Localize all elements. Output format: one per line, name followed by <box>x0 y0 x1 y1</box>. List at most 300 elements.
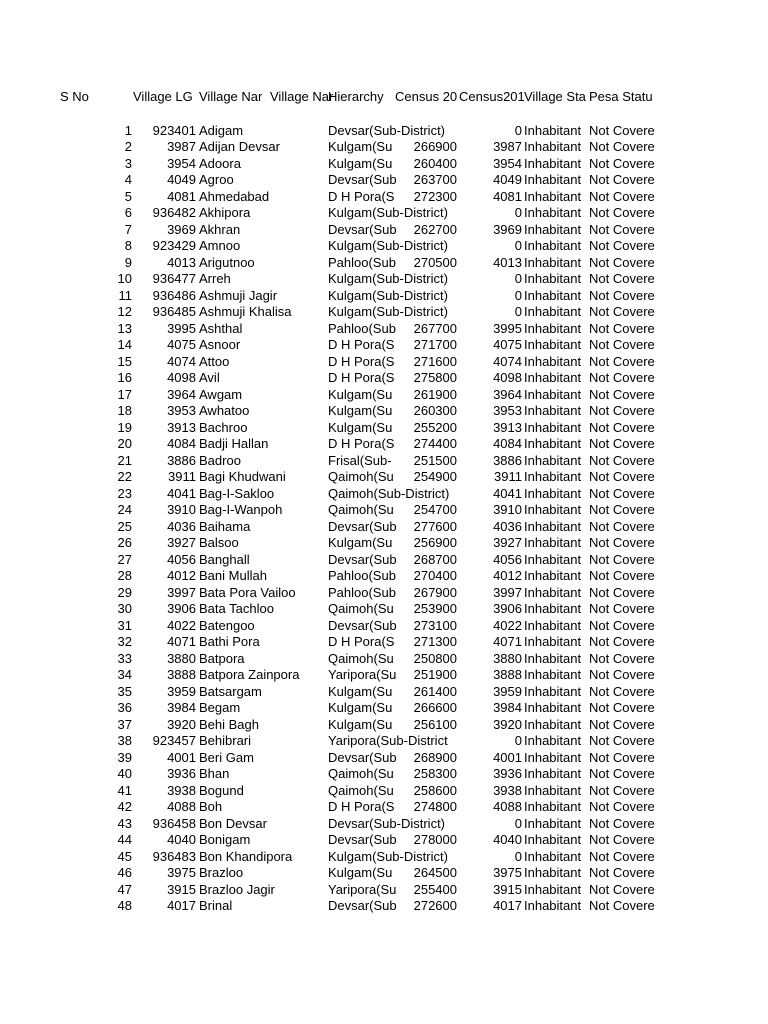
cell-pesa-status: Not Covere <box>589 782 655 798</box>
cell-sno: 46 <box>117 865 132 880</box>
cell-census-2: 0 <box>514 287 522 303</box>
table-row <box>0 618 768 635</box>
cell-pesa-status: Not Covere <box>589 320 655 336</box>
table-row <box>0 189 768 206</box>
cell-sno: 25 <box>117 518 132 534</box>
cell-village-status: Inhabitant <box>524 782 582 798</box>
cell-village-lg: 936477 <box>152 271 196 286</box>
table-row <box>0 766 768 783</box>
cell-sno: 38 <box>117 733 132 748</box>
table-row <box>0 222 768 239</box>
cell-pesa-status: Not Covere <box>589 205 655 220</box>
table-row <box>0 370 768 387</box>
cell-village-lg: 3969 <box>167 221 196 237</box>
cell-pesa-status: Not Covere <box>589 848 655 864</box>
cell-hierarchy: Kulgam(Su <box>328 139 393 154</box>
cell-village-name: Bani Mullah <box>199 568 267 583</box>
cell-sno: 3 <box>124 155 132 171</box>
cell-sno: 42 <box>117 799 132 814</box>
cell-census-2: 4041 <box>493 485 522 501</box>
cell-sno: 28 <box>117 568 132 583</box>
cell-hierarchy: Kulgam(Sub-District) <box>328 271 448 286</box>
table-row <box>0 288 768 305</box>
cell-hierarchy: Qaimoh(Su <box>328 782 394 798</box>
cell-census-1: 271300 <box>413 634 457 649</box>
cell-village-status: Inhabitant <box>524 271 582 286</box>
cell-village-status: Inhabitant <box>524 518 582 534</box>
cell-village-lg: 4074 <box>167 353 196 369</box>
cell-sno: 12 <box>117 304 132 319</box>
cell-hierarchy: D H Pora(S <box>328 337 395 352</box>
cell-pesa-status: Not Covere <box>589 188 655 204</box>
cell-village-status: Inhabitant <box>524 650 582 666</box>
cell-village-lg: 3954 <box>167 155 196 171</box>
cell-pesa-status: Not Covere <box>589 518 655 534</box>
cell-pesa-status: Not Covere <box>589 155 655 171</box>
cell-village-name: Boh <box>199 799 223 814</box>
cell-village-name: Batengoo <box>199 617 255 633</box>
cell-census-1: 251900 <box>413 667 457 682</box>
cell-village-status: Inhabitant <box>524 188 582 204</box>
cell-village-lg: 4084 <box>167 436 196 451</box>
cell-census-2: 0 <box>514 205 522 220</box>
cell-village-name: Awhatoo <box>199 403 250 418</box>
cell-sno: 14 <box>117 337 132 352</box>
table-row <box>0 139 768 156</box>
table-row <box>0 172 768 189</box>
cell-census-2: 4017 <box>493 898 522 913</box>
cell-village-lg: 3995 <box>167 320 196 336</box>
cell-sno: 2 <box>124 139 132 154</box>
table-row <box>0 568 768 585</box>
table-row <box>0 799 768 816</box>
cell-census-1: 256100 <box>413 716 457 732</box>
cell-pesa-status: Not Covere <box>589 304 655 319</box>
cell-sno: 13 <box>117 320 132 336</box>
cell-village-name: Bogund <box>199 782 244 798</box>
cell-village-lg: 936486 <box>152 287 196 303</box>
cell-hierarchy: Pahloo(Sub <box>328 584 396 600</box>
cell-pesa-status: Not Covere <box>589 733 655 748</box>
cell-village-status: Inhabitant <box>524 584 582 600</box>
cell-census-2: 0 <box>514 122 522 138</box>
cell-census-2: 4074 <box>493 353 522 369</box>
header-village-name-2: Village Nar <box>270 89 334 104</box>
cell-village-name: Bata Pora Vailoo <box>199 584 296 600</box>
cell-pesa-status: Not Covere <box>589 584 655 600</box>
cell-village-name: Bag-I-Sakloo <box>199 485 275 501</box>
cell-hierarchy: Kulgam(Su <box>328 155 393 171</box>
table-row <box>0 238 768 255</box>
cell-village-lg: 923401 <box>152 122 196 138</box>
cell-census-2: 3911 <box>494 469 522 484</box>
cell-census-2: 3936 <box>493 766 522 781</box>
cell-village-lg: 3906 <box>167 601 196 616</box>
cell-census-2: 3886 <box>493 452 522 468</box>
table-row <box>0 601 768 618</box>
table-row <box>0 519 768 536</box>
table-row <box>0 469 768 486</box>
cell-census-2: 0 <box>514 304 522 319</box>
cell-village-name: Batpora <box>199 650 245 666</box>
cell-census-2: 0 <box>514 848 522 864</box>
cell-sno: 36 <box>117 700 132 715</box>
cell-pesa-status: Not Covere <box>589 502 655 517</box>
cell-hierarchy: Devsar(Sub <box>328 172 397 187</box>
cell-pesa-status: Not Covere <box>589 172 655 187</box>
cell-village-lg: 3927 <box>167 535 196 550</box>
cell-village-lg: 4013 <box>167 254 196 270</box>
header-hierarchy: Hierarchy <box>328 89 384 104</box>
cell-hierarchy: Qaimoh(Sub-District) <box>328 485 450 501</box>
cell-hierarchy: D H Pora(S <box>328 799 395 814</box>
cell-village-status: Inhabitant <box>524 122 582 138</box>
cell-hierarchy: Devsar(Sub <box>328 551 397 567</box>
cell-sno: 39 <box>117 749 132 765</box>
cell-pesa-status: Not Covere <box>589 337 655 352</box>
cell-census-1: 272600 <box>413 898 457 913</box>
cell-sno: 4 <box>124 172 132 187</box>
cell-census-1: 267700 <box>413 320 457 336</box>
cell-village-lg: 4001 <box>167 749 196 765</box>
cell-sno: 7 <box>124 221 132 237</box>
cell-village-status: Inhabitant <box>524 617 582 633</box>
cell-census-1: 255400 <box>413 881 457 897</box>
cell-census-2: 3995 <box>493 320 522 336</box>
cell-census-2: 3969 <box>493 221 522 237</box>
cell-pesa-status: Not Covere <box>589 832 655 847</box>
cell-census-2: 3913 <box>493 419 522 435</box>
cell-sno: 35 <box>117 683 132 699</box>
cell-village-lg: 3913 <box>167 419 196 435</box>
cell-village-status: Inhabitant <box>524 419 582 435</box>
header-census-2: Census201 <box>459 89 525 104</box>
table-row <box>0 684 768 701</box>
cell-census-2: 3915 <box>493 881 522 897</box>
cell-sno: 19 <box>117 419 132 435</box>
cell-census-1: 268900 <box>413 749 457 765</box>
cell-village-status: Inhabitant <box>524 832 582 847</box>
cell-hierarchy: Kulgam(Su <box>328 419 393 435</box>
cell-sno: 30 <box>117 601 132 616</box>
table-row <box>0 783 768 800</box>
cell-village-status: Inhabitant <box>524 815 582 831</box>
table-row <box>0 123 768 140</box>
cell-village-name: Beri Gam <box>199 749 254 765</box>
cell-pesa-status: Not Covere <box>589 139 655 154</box>
cell-sno: 45 <box>117 848 132 864</box>
cell-village-status: Inhabitant <box>524 667 582 682</box>
cell-hierarchy: Qaimoh(Su <box>328 650 394 666</box>
cell-sno: 47 <box>117 881 132 897</box>
cell-village-status: Inhabitant <box>524 337 582 352</box>
cell-village-lg: 923457 <box>152 733 196 748</box>
cell-census-1: 274800 <box>413 799 457 814</box>
cell-village-name: Ashthal <box>199 320 243 336</box>
cell-pesa-status: Not Covere <box>589 287 655 303</box>
cell-village-status: Inhabitant <box>524 683 582 699</box>
cell-census-2: 3975 <box>493 865 522 880</box>
cell-census-1: 258600 <box>413 782 457 798</box>
cell-census-1: 260400 <box>413 155 457 171</box>
cell-village-lg: 4049 <box>167 172 196 187</box>
cell-census-2: 4056 <box>493 551 522 567</box>
cell-village-name: Ahmedabad <box>199 188 270 204</box>
table-row <box>0 255 768 272</box>
cell-sno: 48 <box>117 898 132 913</box>
cell-village-status: Inhabitant <box>524 205 582 220</box>
cell-pesa-status: Not Covere <box>589 535 655 550</box>
cell-census-1: 270500 <box>413 254 457 270</box>
cell-village-lg: 4022 <box>167 617 196 633</box>
cell-census-2: 3984 <box>493 700 522 715</box>
cell-village-name: Banghall <box>199 551 250 567</box>
cell-village-name: Bag-I-Wanpoh <box>199 502 283 517</box>
cell-pesa-status: Not Covere <box>589 700 655 715</box>
cell-pesa-status: Not Covere <box>589 271 655 286</box>
header-row <box>0 89 768 106</box>
cell-village-lg: 3886 <box>167 452 196 468</box>
cell-census-2: 0 <box>514 271 522 286</box>
cell-census-2: 3987 <box>493 139 522 154</box>
cell-village-status: Inhabitant <box>524 733 582 748</box>
cell-hierarchy: Kulgam(Su <box>328 716 393 732</box>
cell-census-1: 254900 <box>413 469 457 484</box>
cell-hierarchy: Devsar(Sub <box>328 221 397 237</box>
cell-village-name: Brinal <box>199 898 233 913</box>
cell-sno: 44 <box>117 832 132 847</box>
cell-village-name: Bonigam <box>199 832 251 847</box>
cell-village-lg: 4041 <box>167 485 196 501</box>
cell-census-2: 4075 <box>493 337 522 352</box>
cell-census-1: 255200 <box>413 419 457 435</box>
cell-village-status: Inhabitant <box>524 452 582 468</box>
cell-pesa-status: Not Covere <box>589 898 655 913</box>
cell-sno: 6 <box>124 205 132 220</box>
cell-village-lg: 3880 <box>167 650 196 666</box>
cell-village-status: Inhabitant <box>524 238 582 253</box>
cell-hierarchy: D H Pora(S <box>328 188 395 204</box>
cell-sno: 22 <box>117 469 132 484</box>
cell-census-2: 4098 <box>493 370 522 385</box>
cell-census-2: 3920 <box>493 716 522 732</box>
cell-village-lg: 3984 <box>167 700 196 715</box>
cell-village-status: Inhabitant <box>524 535 582 550</box>
header-village-name-1: Village Nar <box>199 89 263 104</box>
cell-census-1: 261900 <box>413 386 457 402</box>
cell-census-2: 0 <box>514 238 522 253</box>
cell-village-status: Inhabitant <box>524 799 582 814</box>
cell-hierarchy: Devsar(Sub <box>328 832 397 847</box>
table-row <box>0 420 768 437</box>
cell-village-lg: 4081 <box>167 188 196 204</box>
cell-village-lg: 923429 <box>152 238 196 253</box>
table-row <box>0 667 768 684</box>
cell-pesa-status: Not Covere <box>589 799 655 814</box>
cell-hierarchy: Kulgam(Su <box>328 535 393 550</box>
cell-census-2: 3954 <box>493 155 522 171</box>
table-row <box>0 750 768 767</box>
cell-hierarchy: Kulgam(Su <box>328 865 393 880</box>
cell-village-name: Adigam <box>199 122 244 138</box>
header-sno: S No <box>60 89 89 104</box>
cell-pesa-status: Not Covere <box>589 568 655 583</box>
cell-hierarchy: D H Pora(S <box>328 370 395 385</box>
cell-pesa-status: Not Covere <box>589 469 655 484</box>
cell-sno: 10 <box>117 271 132 286</box>
cell-pesa-status: Not Covere <box>589 617 655 633</box>
cell-hierarchy: Qaimoh(Su <box>328 766 394 781</box>
table-row <box>0 832 768 849</box>
cell-pesa-status: Not Covere <box>589 452 655 468</box>
cell-census-1: 251500 <box>413 452 457 468</box>
cell-village-status: Inhabitant <box>524 485 582 501</box>
cell-village-status: Inhabitant <box>524 766 582 781</box>
cell-village-status: Inhabitant <box>524 436 582 451</box>
cell-census-2: 0 <box>514 815 522 831</box>
cell-census-1: 274400 <box>413 436 457 451</box>
cell-pesa-status: Not Covere <box>589 485 655 501</box>
cell-village-lg: 4036 <box>167 518 196 534</box>
cell-village-lg: 4056 <box>167 551 196 567</box>
table-row <box>0 271 768 288</box>
table-row <box>0 387 768 404</box>
cell-village-status: Inhabitant <box>524 254 582 270</box>
cell-village-status: Inhabitant <box>524 386 582 402</box>
cell-village-lg: 3953 <box>167 403 196 418</box>
cell-village-status: Inhabitant <box>524 848 582 864</box>
cell-sno: 40 <box>117 766 132 781</box>
cell-pesa-status: Not Covere <box>589 370 655 385</box>
cell-village-lg: 3975 <box>167 865 196 880</box>
cell-village-lg: 3959 <box>167 683 196 699</box>
cell-hierarchy: Kulgam(Su <box>328 683 393 699</box>
cell-village-lg: 3888 <box>167 667 196 682</box>
cell-pesa-status: Not Covere <box>589 881 655 897</box>
cell-census-1: 263700 <box>413 172 457 187</box>
cell-pesa-status: Not Covere <box>589 419 655 435</box>
cell-sno: 16 <box>117 370 132 385</box>
cell-pesa-status: Not Covere <box>589 403 655 418</box>
table-row <box>0 651 768 668</box>
cell-pesa-status: Not Covere <box>589 386 655 402</box>
table-row <box>0 882 768 899</box>
cell-census-1: 266900 <box>413 139 457 154</box>
cell-village-status: Inhabitant <box>524 155 582 171</box>
cell-village-status: Inhabitant <box>524 469 582 484</box>
cell-hierarchy: Qaimoh(Su <box>328 601 394 616</box>
cell-village-status: Inhabitant <box>524 304 582 319</box>
cell-village-name: Awgam <box>199 386 243 402</box>
cell-village-name: Badji Hallan <box>199 436 269 451</box>
cell-hierarchy: Devsar(Sub <box>328 617 397 633</box>
cell-census-1: 253900 <box>413 601 457 616</box>
cell-village-lg: 4088 <box>167 799 196 814</box>
cell-village-status: Inhabitant <box>524 221 582 237</box>
table-row <box>0 733 768 750</box>
cell-pesa-status: Not Covere <box>589 254 655 270</box>
cell-sno: 15 <box>117 353 132 369</box>
cell-village-name: Bon Khandipora <box>199 848 293 864</box>
cell-pesa-status: Not Covere <box>589 122 655 138</box>
cell-sno: 5 <box>124 188 132 204</box>
cell-village-lg: 3964 <box>167 386 196 402</box>
cell-village-lg: 3997 <box>167 584 196 600</box>
cell-census-1: 256900 <box>413 535 457 550</box>
cell-census-1: 250800 <box>413 650 457 666</box>
cell-census-2: 4084 <box>493 436 522 451</box>
cell-village-name: Akhipora <box>199 205 251 220</box>
cell-hierarchy: Qaimoh(Su <box>328 469 394 484</box>
cell-census-1: 272300 <box>413 188 457 204</box>
cell-hierarchy: Devsar(Sub-District) <box>328 815 446 831</box>
cell-hierarchy: Yaripora(Su <box>328 881 397 897</box>
cell-village-status: Inhabitant <box>524 370 582 385</box>
cell-village-name: Akhran <box>199 221 241 237</box>
cell-village-status: Inhabitant <box>524 898 582 913</box>
table-row <box>0 865 768 882</box>
cell-village-status: Inhabitant <box>524 865 582 880</box>
cell-hierarchy: D H Pora(S <box>328 634 395 649</box>
cell-census-1: 260300 <box>413 403 457 418</box>
cell-village-status: Inhabitant <box>524 353 582 369</box>
cell-village-lg: 4098 <box>167 370 196 385</box>
cell-pesa-status: Not Covere <box>589 601 655 616</box>
cell-census-2: 3927 <box>493 535 522 550</box>
cell-village-lg: 4012 <box>167 568 196 583</box>
cell-village-status: Inhabitant <box>524 716 582 732</box>
cell-census-2: 3953 <box>493 403 522 418</box>
table-row <box>0 717 768 734</box>
cell-village-name: Attoo <box>199 353 230 369</box>
cell-pesa-status: Not Covere <box>589 238 655 253</box>
cell-census-2: 3938 <box>493 782 522 798</box>
cell-village-status: Inhabitant <box>524 172 582 187</box>
cell-village-name: Behi Bagh <box>199 716 259 732</box>
cell-village-name: Bon Devsar <box>199 815 267 831</box>
cell-village-name: Ashmuji Jagir <box>199 287 278 303</box>
header-village-status: Village Sta <box>524 89 586 104</box>
cell-pesa-status: Not Covere <box>589 766 655 781</box>
cell-village-lg: 936485 <box>152 304 196 319</box>
cell-village-lg: 3987 <box>167 139 196 154</box>
table-row <box>0 156 768 173</box>
cell-census-2: 4022 <box>493 617 522 633</box>
cell-pesa-status: Not Covere <box>589 353 655 369</box>
cell-village-name: Bachroo <box>199 419 248 435</box>
cell-village-status: Inhabitant <box>524 881 582 897</box>
cell-village-name: Adoora <box>199 155 241 171</box>
table-row <box>0 898 768 915</box>
cell-census-2: 4088 <box>493 799 522 814</box>
table-row <box>0 453 768 470</box>
cell-village-status: Inhabitant <box>524 139 582 154</box>
cell-hierarchy: Kulgam(Sub-District) <box>328 238 448 253</box>
cell-village-status: Inhabitant <box>524 320 582 336</box>
table-row <box>0 337 768 354</box>
cell-hierarchy: Kulgam(Sub-District) <box>328 287 448 303</box>
cell-village-lg: 3920 <box>167 716 196 732</box>
cell-census-1: 261400 <box>413 683 457 699</box>
cell-pesa-status: Not Covere <box>589 650 655 666</box>
cell-census-2: 3964 <box>493 386 522 402</box>
cell-village-name: Brazloo <box>199 865 244 880</box>
cell-census-2: 0 <box>514 733 522 748</box>
cell-hierarchy: Kulgam(Sub-District) <box>328 848 448 864</box>
cell-village-name: Balsoo <box>199 535 239 550</box>
cell-village-name: Bathi Pora <box>199 634 260 649</box>
cell-census-2: 3959 <box>493 683 522 699</box>
